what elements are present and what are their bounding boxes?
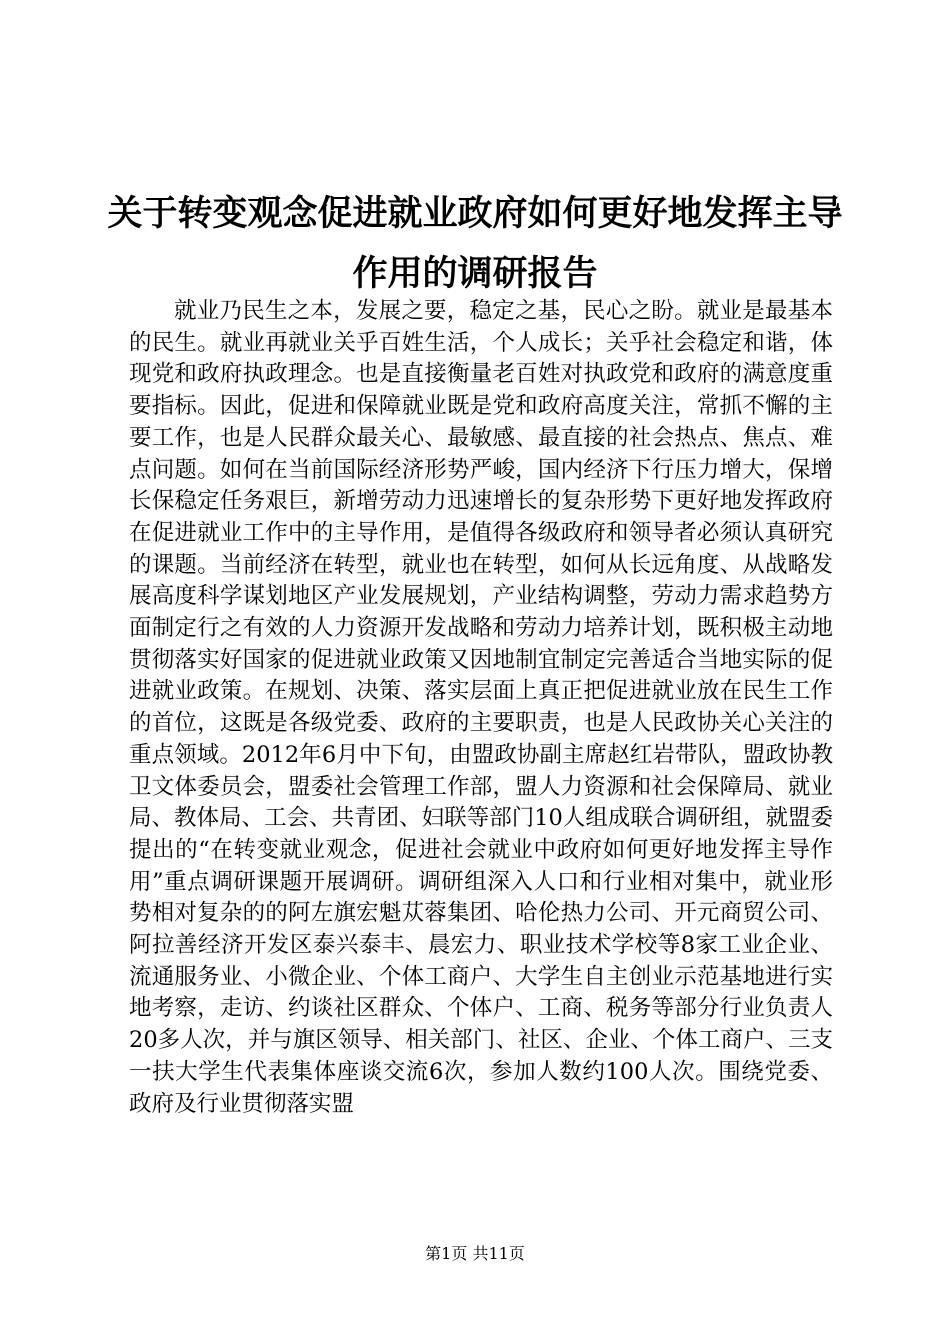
page-number: 第1页 共11页 <box>425 1244 525 1263</box>
body-paragraph: 就业乃民生之本，发展之要，稳定之基，民心之盼。就业是最基本的民生。就业再就业关乎百姓生活，个人成长；关乎社会稳定和谐，体现党和政府执政理念。也是直接衡量老百姓对执政党和政府的满意度重要指标。因此，促进和保障就业既是党和政府高度关注，常抓不懈的主要工作，也是人民群众最关心、最敏感、最直接的社会热点、焦点、难点问题。如何在当前国际经济形势严峻，国内经济下行压力增大，保增长保稳定任务艰巨，新增劳动力迅速增长的复杂形势下更好地发挥政府在促进就业工作中的主导作用，是值得各级政府和领导者必须认真研究的课题。当前经济在转型，就业也在转型，如何从长远角度、从战略发展高度科学谋划地区产业发展规划，产业结构调整，劳动力需求趋势方面制定行之有效的人力资源开发战略和劳动力培养计划，既积极主动地贯彻落实好国家的促进就业政策又因地制宜制定完善适合当地实际的促进就业政策。在规划、决策、落实层面上真正把促进就业放在民生工作的首位，这既是各级党委、政府的主要职责，也是人民政协关心关注的重点领域。2012年6月中下旬，由盟政协副主席赵红岩带队，盟政协教卫文体委员会，盟委社会管理工作部，盟人力资源和社会保障局、就业局、教体局、工会、共青团、妇联等部门10人组成联合调研组，就盟委提出的“在转变就业观念，促进社会就业中政府如何更好地发挥主导作用”重点调研课题开展调研。调研组深入人口和行业相对集中，就业形势相对复杂的的阿左旗宏魁苁蓉集团、哈伦热力公司、开元商贸公司、阿拉善经济开发区泰兴泰丰、晨宏力、职业技术学校等8家工业企业、流通服务业、小微企业、个体工商户、大学生自主创业示范基地进行实地考察，走访、约谈社区群众、个体户、工商、税务等部分行业负责人20多人次，并与旗区领导、相关部门、社区、企业、个体工商户、三支一扶大学生代表集体座谈交流6次，参加人数约100人次。围绕党委、政府及行业贯彻落实盟 <box>129 298 833 1117</box>
document-title: 关于转变观念促进就业政府如何更好地发挥主导作用的调研报告 <box>107 193 843 294</box>
